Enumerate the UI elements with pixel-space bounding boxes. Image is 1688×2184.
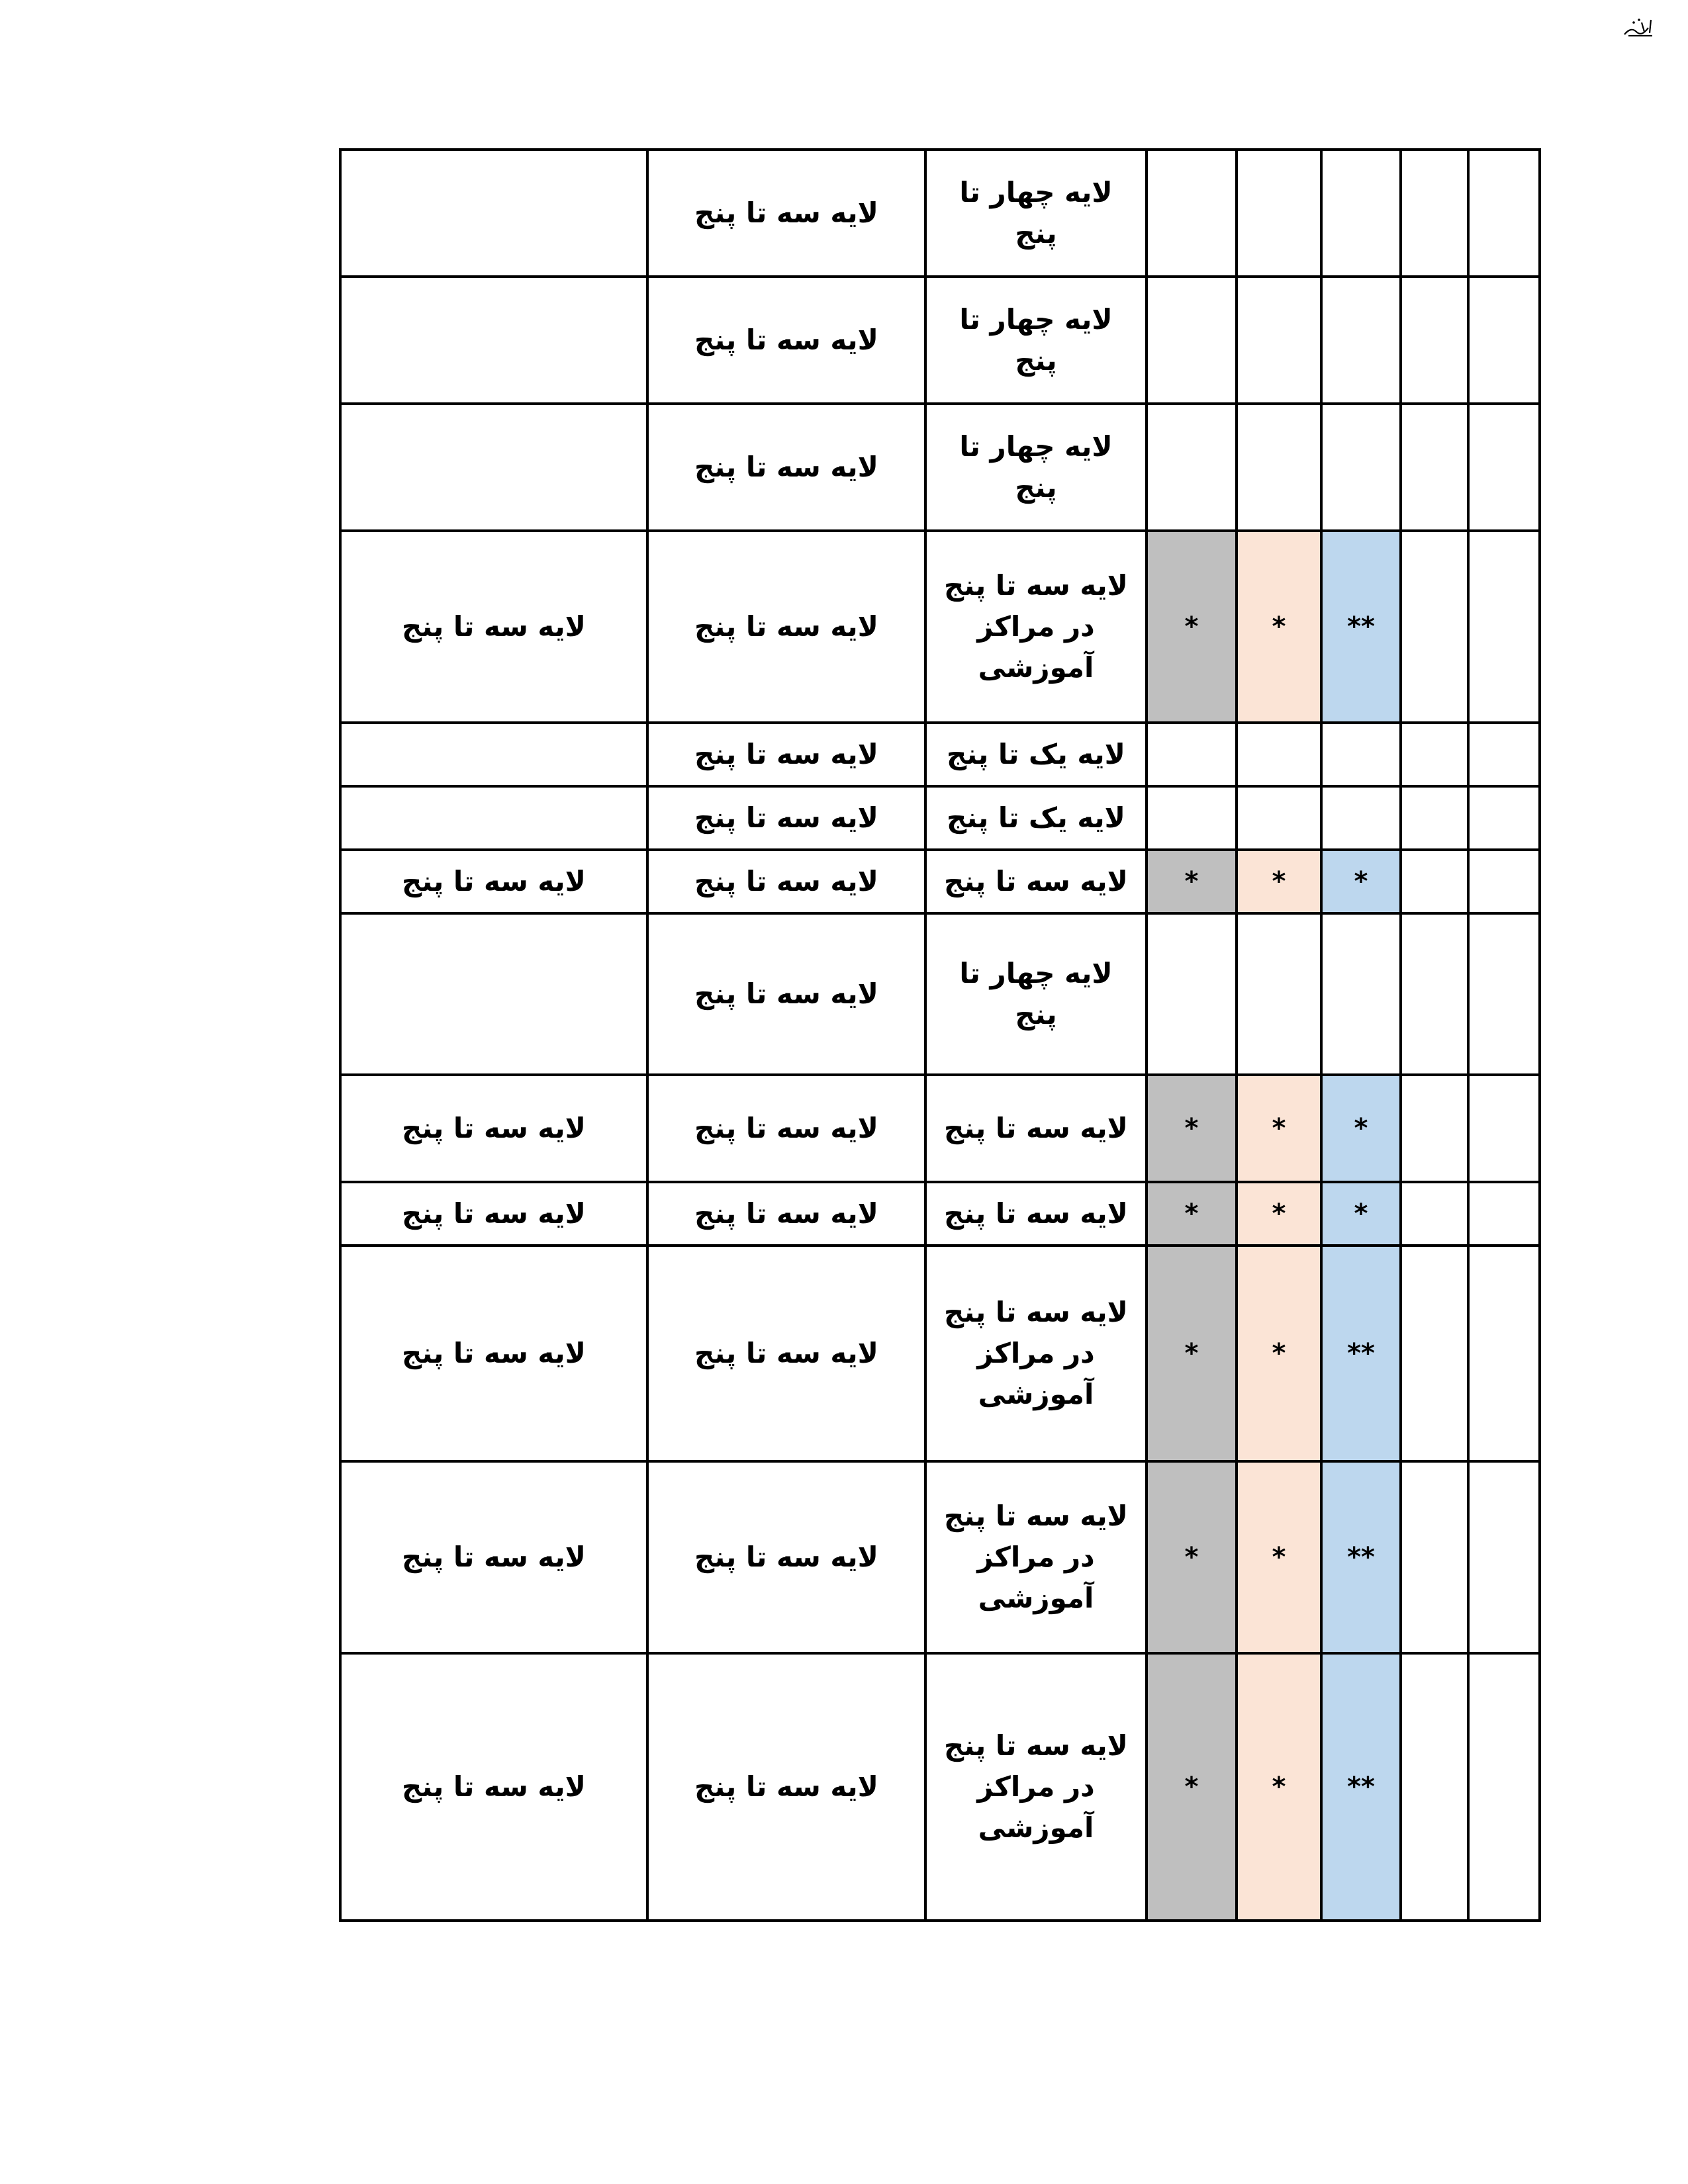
table-row: [340, 531, 1540, 723]
col-layer-a: [340, 723, 647, 786]
col-empty-1: [1401, 1461, 1468, 1653]
col-empty-2: [1468, 723, 1540, 786]
col-layer-a: لایه سه تا پنج: [340, 1246, 647, 1461]
col-layer-b: لایه سه تا پنج: [647, 850, 925, 913]
col-layer-b: لایه سه تا پنج: [647, 1653, 925, 1921]
col-mark-blue: [1321, 404, 1401, 531]
col-mark-gray: [1147, 150, 1237, 277]
col-layer-a: [340, 404, 647, 531]
col-layer-c: لایه سه تا پنج: [925, 1075, 1147, 1182]
col-mark-peach: [1237, 404, 1321, 531]
col-layer-a: لایه سه تا پنج: [340, 531, 647, 723]
col-mark-peach: [1237, 723, 1321, 786]
col-mark-blue: [1321, 150, 1401, 277]
table-row: [340, 1246, 1540, 1461]
col-mark-gray: [1147, 277, 1237, 404]
table-row: [340, 404, 1540, 531]
table-row: [340, 150, 1540, 277]
col-layer-b: لایه سه تا پنج: [647, 531, 925, 723]
col-layer-c: لایه سه تا پنج: [925, 1182, 1147, 1246]
col-layer-a: لایه سه تا پنج: [340, 850, 647, 913]
col-layer-b: لایه سه تا پنج: [647, 1182, 925, 1246]
col-layer-a: لایه سه تا پنج: [340, 1653, 647, 1921]
col-empty-2: [1468, 1653, 1540, 1921]
col-mark-gray: *: [1147, 1653, 1237, 1921]
table-row: [340, 1075, 1540, 1182]
table-row: [340, 723, 1540, 786]
col-mark-peach: *: [1237, 1075, 1321, 1182]
col-mark-blue: [1321, 786, 1401, 850]
col-layer-b: لایه سه تا پنج: [647, 404, 925, 531]
col-empty-2: [1468, 786, 1540, 850]
col-mark-peach: *: [1237, 531, 1321, 723]
col-empty-1: [1401, 404, 1468, 531]
table-row: [340, 850, 1540, 913]
col-empty-2: [1468, 531, 1540, 723]
col-mark-gray: *: [1147, 1182, 1237, 1246]
col-layer-a: [340, 786, 647, 850]
col-mark-gray: [1147, 723, 1237, 786]
col-mark-peach: *: [1237, 850, 1321, 913]
col-layer-c: لایه یک تا پنج: [925, 723, 1147, 786]
col-layer-c: لایه سه تا پنج در مراکز آموزشی: [925, 1246, 1147, 1461]
table-row: [340, 786, 1540, 850]
col-mark-peach: *: [1237, 1461, 1321, 1653]
col-layer-b: لایه سه تا پنج: [647, 786, 925, 850]
col-layer-a: لایه سه تا پنج: [340, 1075, 647, 1182]
col-mark-blue: [1321, 913, 1401, 1075]
col-mark-blue: **: [1321, 1461, 1401, 1653]
col-mark-blue: *: [1321, 850, 1401, 913]
col-layer-c: لایه سه تا پنج در مراکز آموزشی: [925, 1461, 1147, 1653]
table-row: [340, 1653, 1540, 1921]
col-mark-blue: [1321, 723, 1401, 786]
col-mark-gray: *: [1147, 1075, 1237, 1182]
col-empty-2: [1468, 913, 1540, 1075]
col-layer-c: لایه چهار تا پنج: [925, 277, 1147, 404]
col-mark-gray: *: [1147, 1246, 1237, 1461]
col-mark-blue: **: [1321, 1653, 1401, 1921]
table-row: [340, 913, 1540, 1075]
col-empty-1: [1401, 1246, 1468, 1461]
col-mark-peach: *: [1237, 1246, 1321, 1461]
col-layer-a: لایه سه تا پنج: [340, 1182, 647, 1246]
col-mark-gray: *: [1147, 531, 1237, 723]
col-layer-a: لایه سه تا پنج: [340, 1461, 647, 1653]
col-mark-peach: *: [1237, 1653, 1321, 1921]
col-mark-peach: [1237, 913, 1321, 1075]
col-empty-1: [1401, 850, 1468, 913]
col-mark-gray: [1147, 786, 1237, 850]
col-mark-peach: *: [1237, 1182, 1321, 1246]
col-layer-b: لایه سه تا پنج: [647, 150, 925, 277]
col-layer-a: [340, 277, 647, 404]
col-mark-peach: [1237, 150, 1321, 277]
tabnak-kerman-logo: [1622, 15, 1656, 41]
col-layer-a: [340, 150, 647, 277]
col-empty-2: [1468, 1075, 1540, 1182]
col-layer-c: لایه سه تا پنج در مراکز آموزشی: [925, 1653, 1147, 1921]
col-mark-peach: [1237, 786, 1321, 850]
col-mark-blue: *: [1321, 1182, 1401, 1246]
col-empty-2: [1468, 277, 1540, 404]
col-empty-2: [1468, 1182, 1540, 1246]
table-row: [340, 1461, 1540, 1653]
col-layer-c: لایه سه تا پنج: [925, 850, 1147, 913]
col-empty-2: [1468, 404, 1540, 531]
col-mark-peach: [1237, 277, 1321, 404]
col-empty-2: [1468, 850, 1540, 913]
table-row: [340, 277, 1540, 404]
col-empty-2: [1468, 150, 1540, 277]
col-empty-1: [1401, 1075, 1468, 1182]
col-mark-blue: *: [1321, 1075, 1401, 1182]
col-empty-1: [1401, 913, 1468, 1075]
col-mark-blue: **: [1321, 1246, 1401, 1461]
col-layer-c: لایه سه تا پنج در مراکز آموزشی: [925, 531, 1147, 723]
col-empty-2: [1468, 1461, 1540, 1653]
col-layer-c: لایه چهار تا پنج: [925, 404, 1147, 531]
col-mark-gray: *: [1147, 1461, 1237, 1653]
col-empty-1: [1401, 531, 1468, 723]
col-empty-1: [1401, 150, 1468, 277]
col-empty-1: [1401, 1182, 1468, 1246]
col-layer-b: لایه سه تا پنج: [647, 913, 925, 1075]
col-mark-gray: [1147, 913, 1237, 1075]
col-mark-blue: **: [1321, 531, 1401, 723]
col-empty-2: [1468, 1246, 1540, 1461]
col-layer-b: لایه سه تا پنج: [647, 723, 925, 786]
col-layer-b: لایه سه تا پنج: [647, 1246, 925, 1461]
col-layer-b: لایه سه تا پنج: [647, 1461, 925, 1653]
col-empty-1: [1401, 277, 1468, 404]
table-body: [340, 150, 1540, 1921]
layers-table: [339, 148, 1541, 1922]
col-layer-b: لایه سه تا پنج: [647, 1075, 925, 1182]
col-mark-gray: *: [1147, 850, 1237, 913]
col-layer-c: لایه یک تا پنج: [925, 786, 1147, 850]
col-empty-1: [1401, 723, 1468, 786]
col-mark-gray: [1147, 404, 1237, 531]
col-layer-a: [340, 913, 647, 1075]
col-layer-c: لایه چهار تا پنج: [925, 913, 1147, 1075]
col-empty-1: [1401, 786, 1468, 850]
table-row: [340, 1182, 1540, 1246]
col-empty-1: [1401, 1653, 1468, 1921]
col-mark-blue: [1321, 277, 1401, 404]
col-layer-b: لایه سه تا پنج: [647, 277, 925, 404]
col-layer-c: لایه چهار تا پنج: [925, 150, 1147, 277]
